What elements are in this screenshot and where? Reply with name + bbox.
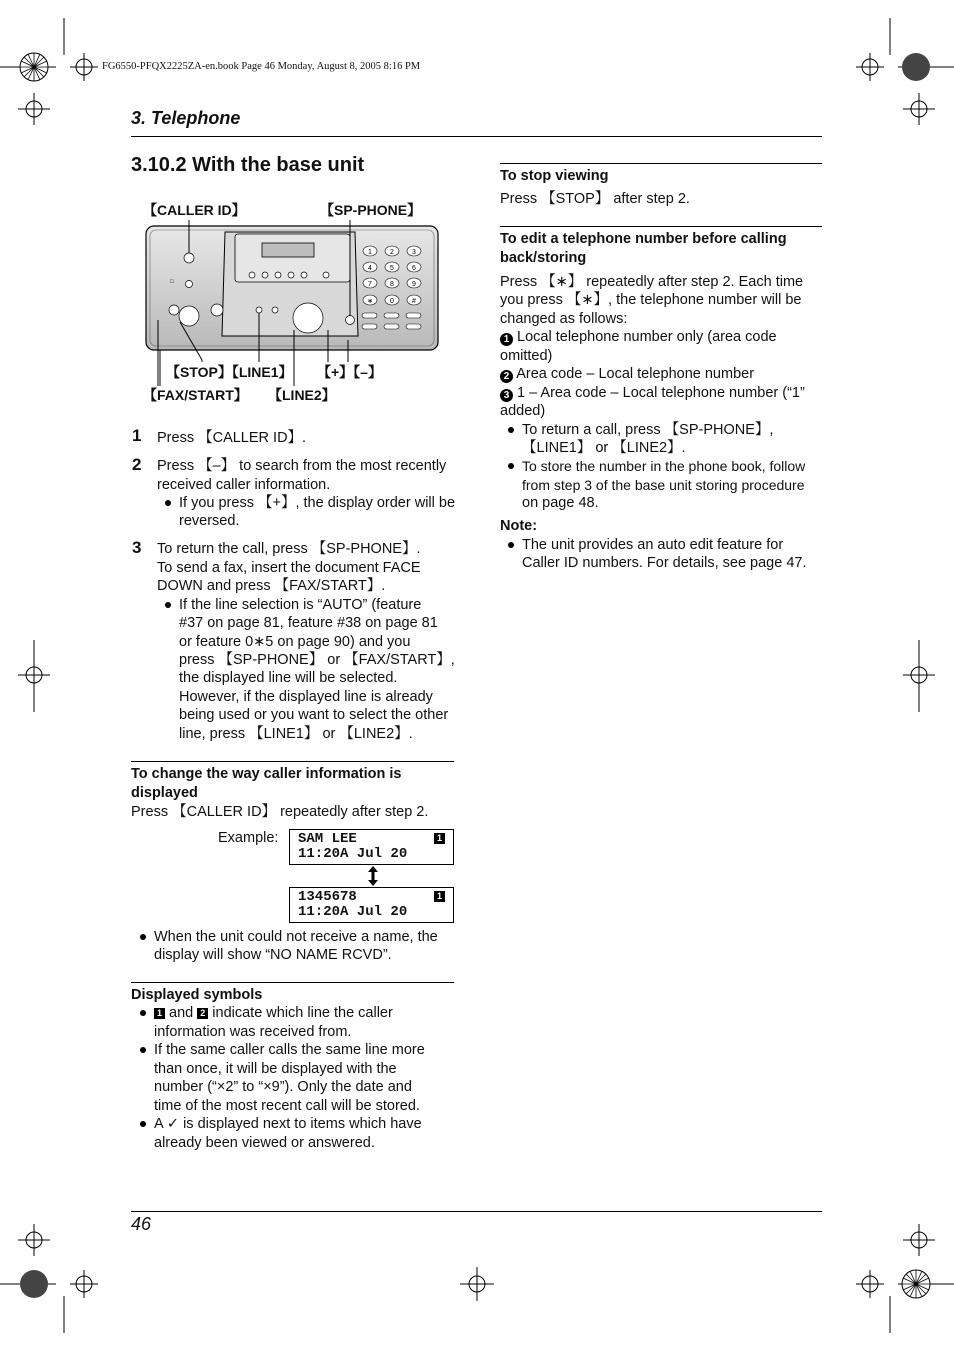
- change-display-heading: displayed: [131, 785, 198, 801]
- section-rule: [500, 163, 822, 164]
- step-3-line: DOWN and press 【FAX/START】.: [157, 578, 386, 594]
- label-sp-phone: 【SP-PHONE】: [320, 202, 422, 218]
- displayed-symbols-heading: Displayed symbols: [131, 987, 263, 1003]
- stop-viewing-heading: To stop viewing: [500, 168, 609, 184]
- step-2-line: received caller information.: [157, 477, 331, 493]
- bullet: [508, 542, 514, 548]
- svg-text:∗: ∗: [367, 298, 373, 305]
- step-3-bullet: or feature 0∗5 on page 90) and you: [179, 634, 411, 650]
- symbols-bullet-2: time of the most recent call will be stored.: [154, 1098, 420, 1114]
- edit-number-intro: changed as follows:: [500, 311, 628, 327]
- no-name-note: When the unit could not receive a name, the: [154, 929, 438, 945]
- change-display-text: Press 【CALLER ID】 repeatedly after step 2.: [131, 804, 429, 820]
- svg-text:0: 0: [390, 298, 394, 305]
- step-1-number: 1: [132, 426, 142, 445]
- svg-text:1: 1: [368, 249, 372, 256]
- note-heading: Note:: [500, 518, 538, 534]
- edit-option-2: [500, 365, 754, 383]
- example-label: Example:: [218, 830, 279, 846]
- step-3-number: 3: [132, 538, 142, 557]
- lcd-line: 11:20A Jul 20: [298, 846, 408, 862]
- edit-bullet-2: from step 3 of the base unit storing procedure: [522, 477, 805, 493]
- lcd-display-number: [289, 887, 454, 923]
- step-3-bullet: If the line selection is “AUTO” (feature: [179, 597, 422, 613]
- svg-text:5: 5: [390, 265, 394, 272]
- option-number: 1: [500, 333, 513, 346]
- symbols-bullet-2: If the same caller calls the same line more: [154, 1042, 425, 1058]
- no-name-note: display will show “NO NAME RCVD”.: [154, 947, 392, 963]
- edit-number-heading: To edit a telephone number before calling: [500, 231, 787, 247]
- step-3-bullet: However, if the displayed line is already: [179, 689, 433, 705]
- svg-text:#: #: [412, 298, 416, 305]
- stop-viewing-text: Press 【STOP】 after step 2.: [500, 191, 690, 207]
- edit-option-3: added): [500, 403, 546, 419]
- option-number: 3: [500, 389, 513, 402]
- line-1-badge: 1: [154, 1008, 165, 1019]
- note-text: Caller ID numbers. For details, see page 47.: [522, 555, 807, 571]
- svg-text:8: 8: [390, 281, 394, 288]
- edit-bullet-2: To store the number in the phone book, follow: [522, 458, 806, 474]
- header-rule: [131, 136, 822, 137]
- label-caller-id: 【CALLER ID】: [143, 202, 246, 218]
- svg-text:□: □: [170, 279, 174, 285]
- svg-text:4: 4: [368, 265, 372, 272]
- bullet: [508, 463, 514, 469]
- edit-bullet-2: on page 48.: [522, 495, 599, 511]
- bullet: [140, 1047, 146, 1053]
- step-2-number: 2: [132, 455, 142, 474]
- fax-machine-illustration: [140, 220, 445, 390]
- edit-option-1: omitted): [500, 348, 553, 364]
- label-fax-start: 【FAX/START】: [143, 387, 248, 403]
- bullet: [165, 500, 171, 506]
- edit-option-3: [500, 384, 805, 402]
- print-header: FG6550-PFQX2225ZA-en.book Page 46 Monday, August 8, 2005 8:16 PM: [102, 61, 421, 72]
- svg-text:2: 2: [390, 249, 394, 256]
- svg-text:7: 7: [368, 281, 372, 288]
- bullet: [140, 934, 146, 940]
- symbols-bullet-2: than once, it will be displayed with the: [154, 1061, 397, 1077]
- step-1-text: Press 【CALLER ID】.: [157, 430, 307, 446]
- step-3-bullet: line, press 【LINE1】 or 【LINE2】.: [179, 726, 413, 742]
- edit-bullet-1: 【LINE1】 or 【LINE2】.: [522, 440, 686, 456]
- option-text: Local telephone number only (area code: [513, 329, 777, 345]
- edit-number-heading: back/storing: [500, 250, 587, 266]
- step-3-bullet: #37 on page 81, feature #38 on page 81: [179, 615, 438, 631]
- section-rule: [500, 226, 822, 227]
- symbols-text: indicate which line the caller: [208, 1005, 393, 1021]
- edit-bullet-1: To return a call, press 【SP-PHONE】,: [522, 422, 774, 438]
- bullet: [508, 427, 514, 433]
- symbols-text: and: [165, 1005, 198, 1021]
- step-3-bullet: being used or you want to select the other: [179, 707, 449, 723]
- step-2-bullet: If you press 【+】, the display order will be: [179, 495, 456, 511]
- step-3-bullet: the displayed line will be selected.: [179, 670, 398, 686]
- label-stop-line1: 【STOP】【LINE1】: [166, 364, 293, 380]
- step-3-bullet: press 【SP-PHONE】 or 【FAX/START】,: [179, 652, 455, 668]
- edit-number-intro: you press 【∗】, the telephone number will be: [500, 292, 802, 308]
- section-rule: [131, 982, 454, 983]
- symbols-bullet-3: A ✓ is displayed next to items which have: [154, 1116, 422, 1132]
- line-2-badge: 2: [197, 1008, 208, 1019]
- section-label: 3. Telephone: [131, 108, 241, 128]
- page-number: 46: [131, 1214, 152, 1234]
- step-3-line: To send a fax, insert the document FACE: [157, 560, 421, 576]
- note-text: The unit provides an auto edit feature for: [522, 537, 784, 553]
- double-arrow-icon: [366, 865, 380, 887]
- step-3-line: To return the call, press 【SP-PHONE】.: [157, 541, 421, 557]
- option-text: 1 – Area code – Local telephone number (“1”: [513, 385, 805, 401]
- change-display-heading: To change the way caller information is: [131, 766, 402, 782]
- section-rule: [131, 761, 454, 762]
- lcd-line: SAM LEE: [298, 831, 357, 847]
- svg-text:6: 6: [412, 265, 416, 272]
- bullet: [140, 1121, 146, 1127]
- step-2-bullet: reversed.: [179, 513, 240, 529]
- option-number: 2: [500, 370, 513, 383]
- svg-text:3: 3: [412, 249, 416, 256]
- label-plus-minus: 【+】【–】: [317, 364, 382, 380]
- edit-option-1: [500, 328, 777, 346]
- line-badge: 1: [434, 891, 445, 902]
- label-line2: 【LINE2】: [268, 387, 336, 403]
- option-text: Area code – Local telephone number: [513, 366, 755, 382]
- step-2-line: Press 【–】 to search from the most recently: [157, 458, 447, 474]
- lcd-line: 1345678: [298, 889, 357, 905]
- bullet: [140, 1010, 146, 1016]
- bullet: [165, 602, 171, 608]
- lcd-display-name: [289, 829, 454, 865]
- symbols-bullet-3: already been viewed or answered.: [154, 1135, 375, 1151]
- symbols-bullet-1: [154, 1004, 393, 1022]
- symbols-bullet-1: information was received from.: [154, 1024, 352, 1040]
- edit-number-intro: Press 【∗】 repeatedly after step 2. Each time: [500, 274, 804, 290]
- line-badge: 1: [434, 833, 445, 844]
- lcd-line: 11:20A Jul 20: [298, 904, 408, 920]
- svg-text:9: 9: [412, 281, 416, 288]
- page-title: 3.10.2 With the base unit: [131, 154, 365, 176]
- footer-rule: [131, 1211, 822, 1212]
- symbols-bullet-2: number (“×2” to “×9”). Only the date and: [154, 1079, 412, 1095]
